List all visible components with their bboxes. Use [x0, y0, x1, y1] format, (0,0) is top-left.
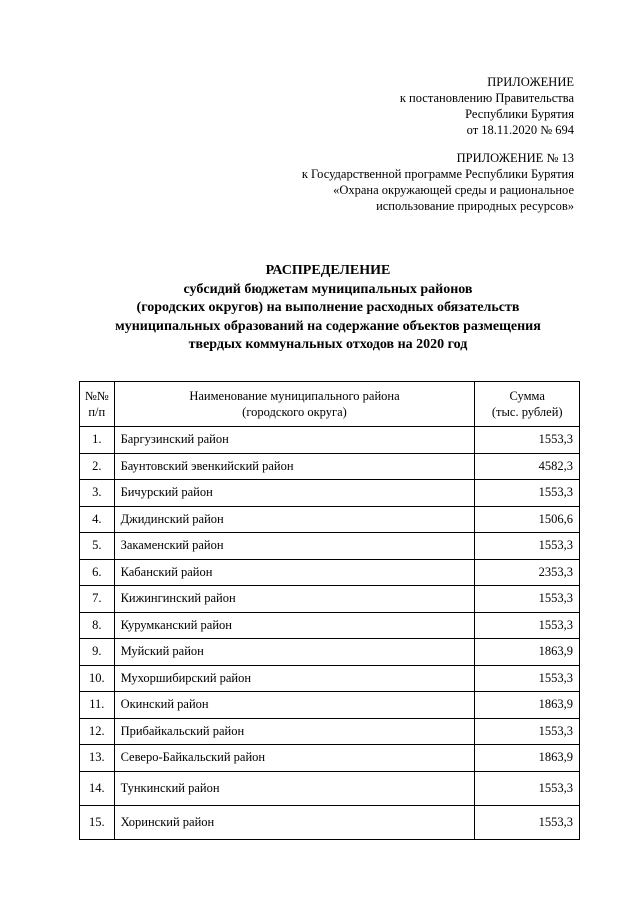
program-appendix-line: использование природных ресурсов»: [376, 199, 574, 213]
row-sum: 1506,6: [475, 506, 580, 533]
table-row: [80, 427, 580, 454]
table-row: [80, 771, 580, 805]
appendix-line: от 18.11.2020 № 694: [466, 123, 574, 137]
header-number-line1: №№: [84, 389, 109, 403]
row-district-name: Хоринский район: [114, 805, 475, 839]
program-appendix-line: «Охрана окружающей среды и рациональное: [333, 183, 574, 197]
header-name: [114, 382, 475, 427]
appendix-line: ПРИЛОЖЕНИЕ: [487, 75, 574, 89]
title-line: (городских округов) на выполнение расходных обязательств: [136, 300, 520, 315]
header-name-line1: Наименование муниципального района: [189, 389, 400, 403]
row-number: 3.: [80, 480, 115, 507]
row-sum: 1553,3: [475, 427, 580, 454]
program-appendix-line: к Государственной программе Республики Бурятия: [301, 167, 574, 181]
row-district-name: Мухоршибирский район: [114, 665, 475, 692]
document-title: [70, 262, 586, 355]
row-district-name: Кабанский район: [114, 559, 475, 586]
program-appendix-header: [302, 150, 574, 214]
table-row: [80, 745, 580, 772]
row-sum: 1553,3: [475, 586, 580, 613]
row-district-name: Баргузинский район: [114, 427, 475, 454]
row-number: 1.: [80, 427, 115, 454]
appendix-line: к постановлению Правительства: [399, 91, 574, 105]
row-district-name: Северо-Байкальский район: [114, 745, 475, 772]
row-sum: 1553,3: [475, 612, 580, 639]
row-number: 12.: [80, 718, 115, 745]
table-row: [80, 586, 580, 613]
row-sum: 1553,3: [475, 665, 580, 692]
header-number: [80, 382, 115, 427]
table-header-row: [80, 382, 580, 427]
appendix-header: [400, 74, 574, 138]
row-sum: 1553,3: [475, 805, 580, 839]
row-sum: 1553,3: [475, 771, 580, 805]
row-number: 11.: [80, 692, 115, 719]
row-number: 9.: [80, 639, 115, 666]
table-row: [80, 612, 580, 639]
row-number: 7.: [80, 586, 115, 613]
row-district-name: Курумканский район: [114, 612, 475, 639]
row-number: 6.: [80, 559, 115, 586]
row-sum: 2353,3: [475, 559, 580, 586]
row-sum: 1863,9: [475, 692, 580, 719]
table-row: [80, 665, 580, 692]
table-row: [80, 639, 580, 666]
header-name-line2: (городского округа): [242, 405, 347, 419]
table-row: [80, 692, 580, 719]
program-appendix-line: ПРИЛОЖЕНИЕ № 13: [456, 151, 574, 165]
row-district-name: Прибайкальский район: [114, 718, 475, 745]
title-line: твердых коммунальных отходов на 2020 год: [188, 337, 468, 352]
table-row: [80, 718, 580, 745]
row-district-name: Окинский район: [114, 692, 475, 719]
row-number: 15.: [80, 805, 115, 839]
row-number: 5.: [80, 533, 115, 560]
header-sum-line2: (тыс. рублей): [491, 405, 563, 419]
row-sum: 1863,9: [475, 639, 580, 666]
table-body: [80, 427, 580, 840]
row-district-name: Джидинский район: [114, 506, 475, 533]
row-number: 4.: [80, 506, 115, 533]
row-sum: 4582,3: [475, 453, 580, 480]
header-sum-line1: Сумма: [509, 389, 545, 403]
header-sum: [475, 382, 580, 427]
table-row: [80, 533, 580, 560]
table-row: [80, 506, 580, 533]
table-row: [80, 480, 580, 507]
row-sum: 1553,3: [475, 718, 580, 745]
row-district-name: Тункинский район: [114, 771, 475, 805]
row-district-name: Муйский район: [114, 639, 475, 666]
appendix-line: Республики Бурятия: [465, 107, 574, 121]
row-district-name: Закаменский район: [114, 533, 475, 560]
header-number-line2: п/п: [88, 405, 106, 419]
row-sum: 1863,9: [475, 745, 580, 772]
row-number: 14.: [80, 771, 115, 805]
row-district-name: Бичурский район: [114, 480, 475, 507]
table-row: [80, 453, 580, 480]
distribution-table: [79, 381, 580, 840]
row-sum: 1553,3: [475, 480, 580, 507]
row-number: 8.: [80, 612, 115, 639]
row-number: 10.: [80, 665, 115, 692]
table-row: [80, 805, 580, 839]
title-line: муниципальных образований на содержание объектов размещения: [115, 318, 541, 334]
row-number: 2.: [80, 453, 115, 480]
title-line: субсидий бюджетам муниципальных районов: [183, 281, 473, 297]
title-line: РАСПРЕДЕЛЕНИЕ: [265, 263, 391, 278]
row-district-name: Кижингинский район: [114, 586, 475, 613]
row-district-name: Баунтовский эвенкийский район: [114, 453, 475, 480]
row-number: 13.: [80, 745, 115, 772]
row-sum: 1553,3: [475, 533, 580, 560]
table-row: [80, 559, 580, 586]
